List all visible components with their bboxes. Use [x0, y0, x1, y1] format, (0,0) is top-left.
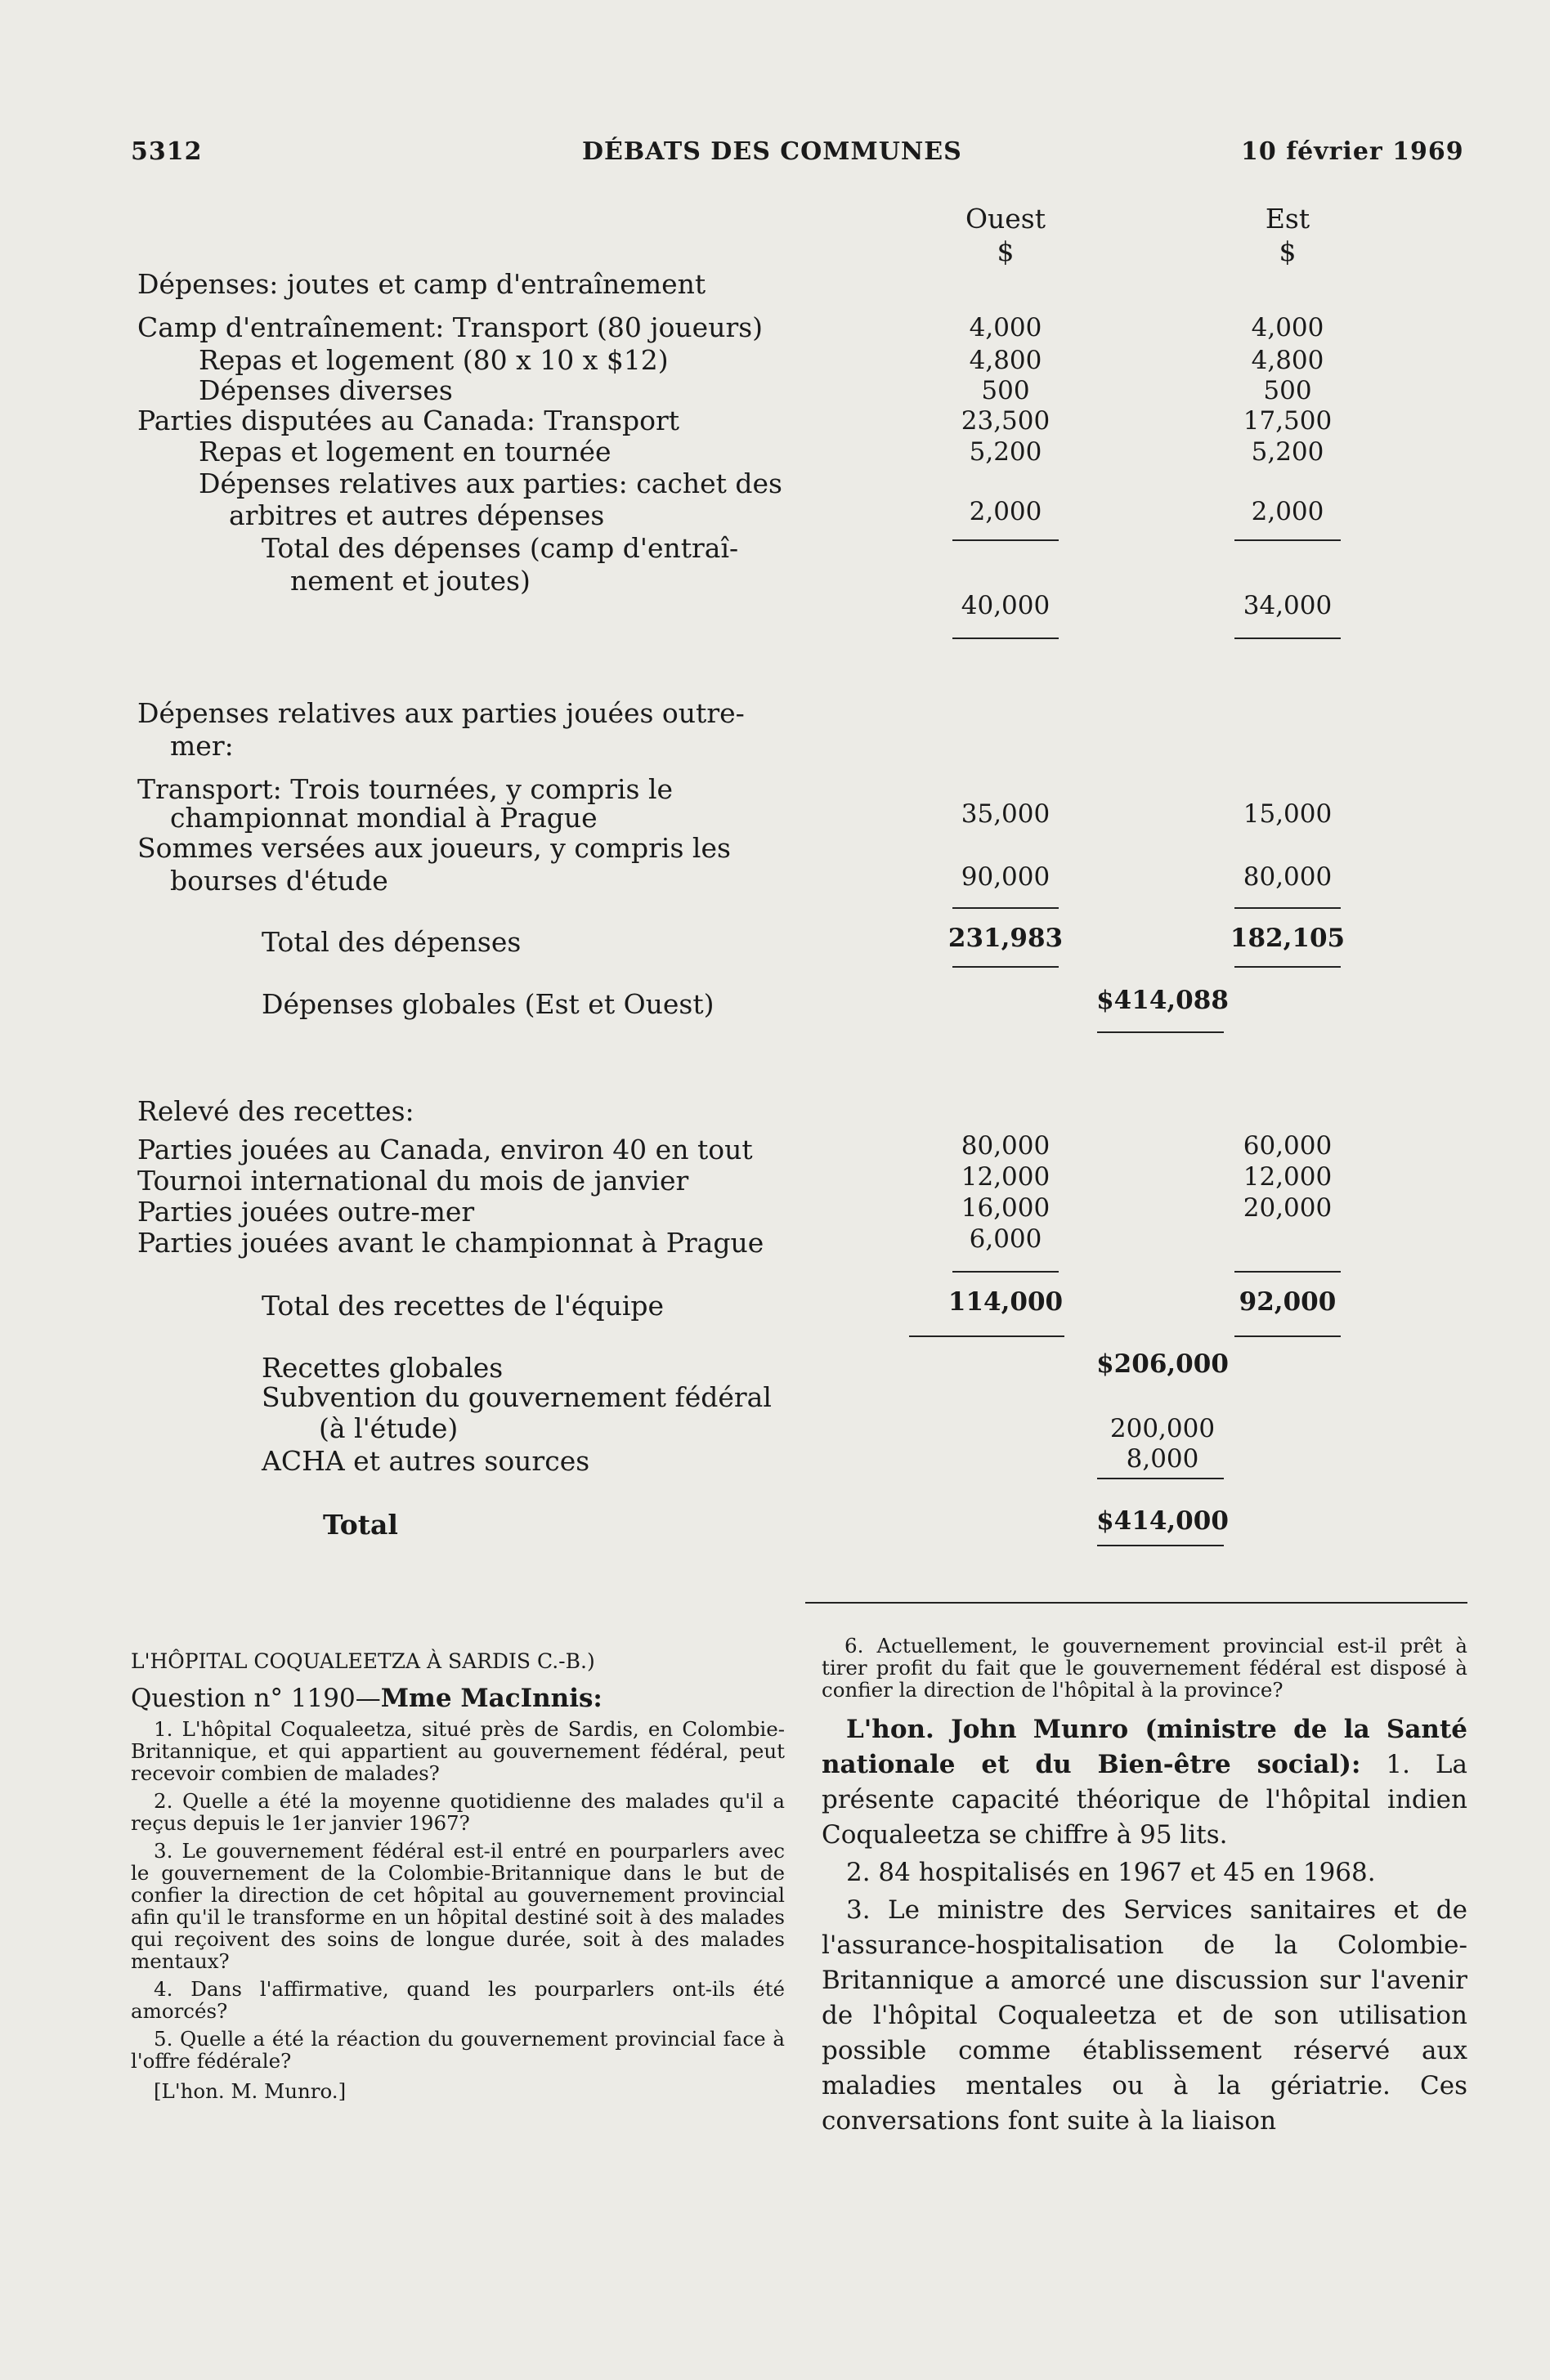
total-rule [1097, 1031, 1224, 1033]
row-label: arbitres et autres dépenses [229, 499, 605, 531]
page-date: 10 février 1969 [1241, 137, 1464, 166]
row-est-value: 92,000 [1239, 1287, 1337, 1317]
row-label: nement et joutes) [290, 565, 531, 597]
row-ouest-value: 23,500 [961, 406, 1051, 436]
row-label: Transport: Trois tournées, y compris le [137, 773, 674, 805]
subtotal-rule [1234, 907, 1341, 909]
answer-paragraph: L'hon. John Munro (ministre de la Santé nationale et du Bien-être social): 1. La présente capacité théorique de l'hôpital indien Coqualeetza se chiffre à 95 lits. [822, 1715, 1467, 1850]
question-paragraph: 5. Quelle a été la réaction du gouvernement provincial face à l'offre fédérale? [131, 2027, 785, 2073]
subtotal-rule [1234, 539, 1341, 541]
section-divider [805, 1602, 1467, 1604]
row-label: Camp d'entraînement: Transport (80 joueurs) [137, 311, 764, 343]
row-est-value: 182,105 [1230, 924, 1346, 953]
subtotal-rule [952, 907, 1059, 909]
page-number: 5312 [131, 137, 203, 166]
closing-note: [L'hon. M. Munro.] [154, 2079, 347, 2103]
combined-value: 8,000 [1126, 1444, 1199, 1474]
row-ouest-value: 5,200 [969, 437, 1042, 467]
col-ouest-currency: $ [997, 235, 1015, 267]
row-est-value: 17,500 [1243, 406, 1333, 436]
answer-paragraph: 2. 84 hospitalisés en 1967 et 45 en 1968. [846, 1858, 1376, 1887]
total-rule [1234, 1335, 1341, 1337]
row-label: Dépenses diverses [199, 374, 453, 406]
row-label: Total des dépenses (camp d'entraî- [262, 532, 739, 564]
question-paragraph: 3. Le gouvernement fédéral est-il entré en pourparlers avec le gouvernement de la Colombie-Britannique dans le but de confier la direction de cet hôpital au gouvernement provincial afin qu'il le transforme en un hôpital destiné soit à des malades qui reçoivent des soins de longue durée, soit à des malades mentaux? [131, 1839, 785, 1973]
row-est-value: 34,000 [1243, 591, 1333, 620]
row-label: Recettes globales [262, 1352, 504, 1384]
subtotal-rule [1234, 1271, 1341, 1273]
row-label: Parties jouées avant le championnat à Prague [137, 1227, 764, 1259]
total-rule [1234, 638, 1341, 639]
row-ouest-value: 16,000 [961, 1193, 1051, 1223]
row-label: championnat mondial à Prague [170, 802, 598, 834]
row-est-value: 4,000 [1251, 313, 1324, 342]
section-title: L'HÔPITAL COQUALEETZA À SARDIS C.-B.) [131, 1649, 595, 1673]
row-est-value: 80,000 [1243, 862, 1333, 892]
left-column [131, 1635, 785, 2102]
row-label: Dépenses: joutes et camp d'entraînement [137, 268, 706, 300]
row-ouest-value: 4,000 [969, 313, 1042, 342]
row-ouest-value: 80,000 [961, 1131, 1051, 1161]
subtotal-rule [952, 1271, 1059, 1273]
combined-value: $414,088 [1096, 986, 1229, 1015]
row-label: ACHA et autres sources [262, 1445, 590, 1477]
row-label: Total des recettes de l'équipe [262, 1290, 665, 1322]
question-number: Question n° 1190— [131, 1684, 381, 1713]
row-ouest-value: 12,000 [961, 1162, 1051, 1192]
row-ouest-value: 114,000 [947, 1287, 1064, 1317]
row-ouest-value: 40,000 [961, 591, 1051, 620]
question-paragraph: 1. L'hôpital Coqualeetza, situé près de Sardis, en Colombie-Britannique, et qui appartient au gouvernement fédéral, peut recevoir combien de malades? [131, 1717, 785, 1785]
row-label: Parties jouées outre-mer [137, 1196, 475, 1228]
total-rule [952, 966, 1059, 968]
total-rule [1097, 1545, 1224, 1546]
row-est-value: 500 [1263, 376, 1312, 405]
row-label: Repas et logement (80 x 10 x $12) [199, 344, 669, 376]
row-ouest-value: 231,983 [947, 924, 1064, 953]
page-title: DÉBATS DES COMMUNES [582, 137, 962, 166]
row-label: Dépenses relatives aux parties jouées outre- [137, 697, 745, 729]
row-label: Dépenses relatives aux parties: cachet des [199, 468, 782, 499]
col-ouest-heading: Ouest [965, 203, 1046, 235]
row-est-value: 20,000 [1243, 1193, 1333, 1223]
row-est-value: 4,800 [1251, 346, 1324, 375]
row-label: bourses d'étude [170, 865, 388, 897]
row-est-value: 12,000 [1243, 1162, 1333, 1192]
row-label: (à l'étude) [319, 1412, 459, 1444]
row-ouest-value: 6,000 [969, 1224, 1042, 1254]
question-paragraph: 4. Dans l'affirmative, quand les pourparlers ont-ils été amorcés? [131, 1977, 785, 2023]
row-est-value: 2,000 [1251, 497, 1324, 526]
row-label: Total [323, 1509, 398, 1541]
row-label: Tournoi international du mois de janvier [137, 1165, 689, 1197]
subtotal-rule [952, 539, 1059, 541]
combined-value: $414,000 [1096, 1506, 1229, 1536]
row-label: Relevé des recettes: [137, 1095, 414, 1127]
row-est-value: 5,200 [1251, 437, 1324, 467]
row-label: Parties jouées au Canada, environ 40 en tout [137, 1134, 753, 1165]
row-label: Subvention du gouvernement fédéral [262, 1381, 772, 1413]
subtotal-rule [1097, 1478, 1224, 1479]
question-paragraph: 6. Actuellement, le gouvernement provincial est-il prêt à tirer profit du fait que le gouvernement fédéral est disposé à confier la direction de l'hôpital à la province? [822, 1634, 1467, 1702]
row-ouest-value: 500 [981, 376, 1030, 405]
col-est-currency: $ [1279, 235, 1297, 267]
row-label: Sommes versées aux joueurs, y compris les [137, 832, 731, 864]
row-ouest-value: 90,000 [961, 862, 1051, 892]
row-est-value: 15,000 [1243, 799, 1333, 829]
row-ouest-value: 2,000 [969, 497, 1042, 526]
question-heading [131, 1682, 785, 1715]
row-ouest-value: 35,000 [961, 799, 1051, 829]
row-label: Repas et logement en tournée [199, 436, 611, 468]
combined-value: 200,000 [1109, 1414, 1216, 1443]
row-label: mer: [170, 730, 234, 762]
row-label: Dépenses globales (Est et Ouest) [262, 988, 715, 1020]
col-est-heading: Est [1265, 203, 1310, 235]
right-column [822, 1635, 1467, 2141]
row-label: Parties disputées au Canada: Transport [137, 405, 680, 436]
answer-paragraph: 3. Le ministre des Services sanitaires et de l'assurance-hospitalisation de la Colombie-Britannique a amorcé une discussion sur l'avenir de l'hôpital Coqualeetza et de son utilisation possible comme établissement réservé aux maladies mentales ou à la gériatrie. Ces conversations font suite à la liaison [822, 1895, 1467, 2136]
total-rule [952, 638, 1059, 639]
row-label: Total des dépenses [262, 926, 522, 958]
total-rule [909, 1335, 1064, 1337]
question-paragraph: 2. Quelle a été la moyenne quotidienne des malades qu'il a reçus depuis le 1er janvier 1967? [131, 1789, 785, 1835]
total-rule [1234, 966, 1341, 968]
question-author: Mme MacInnis: [380, 1684, 603, 1713]
combined-value: $206,000 [1096, 1349, 1229, 1379]
row-ouest-value: 4,800 [969, 346, 1042, 375]
speaker-name: L'hon. John Munro (ministre de la Santé nationale et du Bien-être social): [822, 1715, 1467, 1779]
row-est-value: 60,000 [1243, 1131, 1333, 1161]
